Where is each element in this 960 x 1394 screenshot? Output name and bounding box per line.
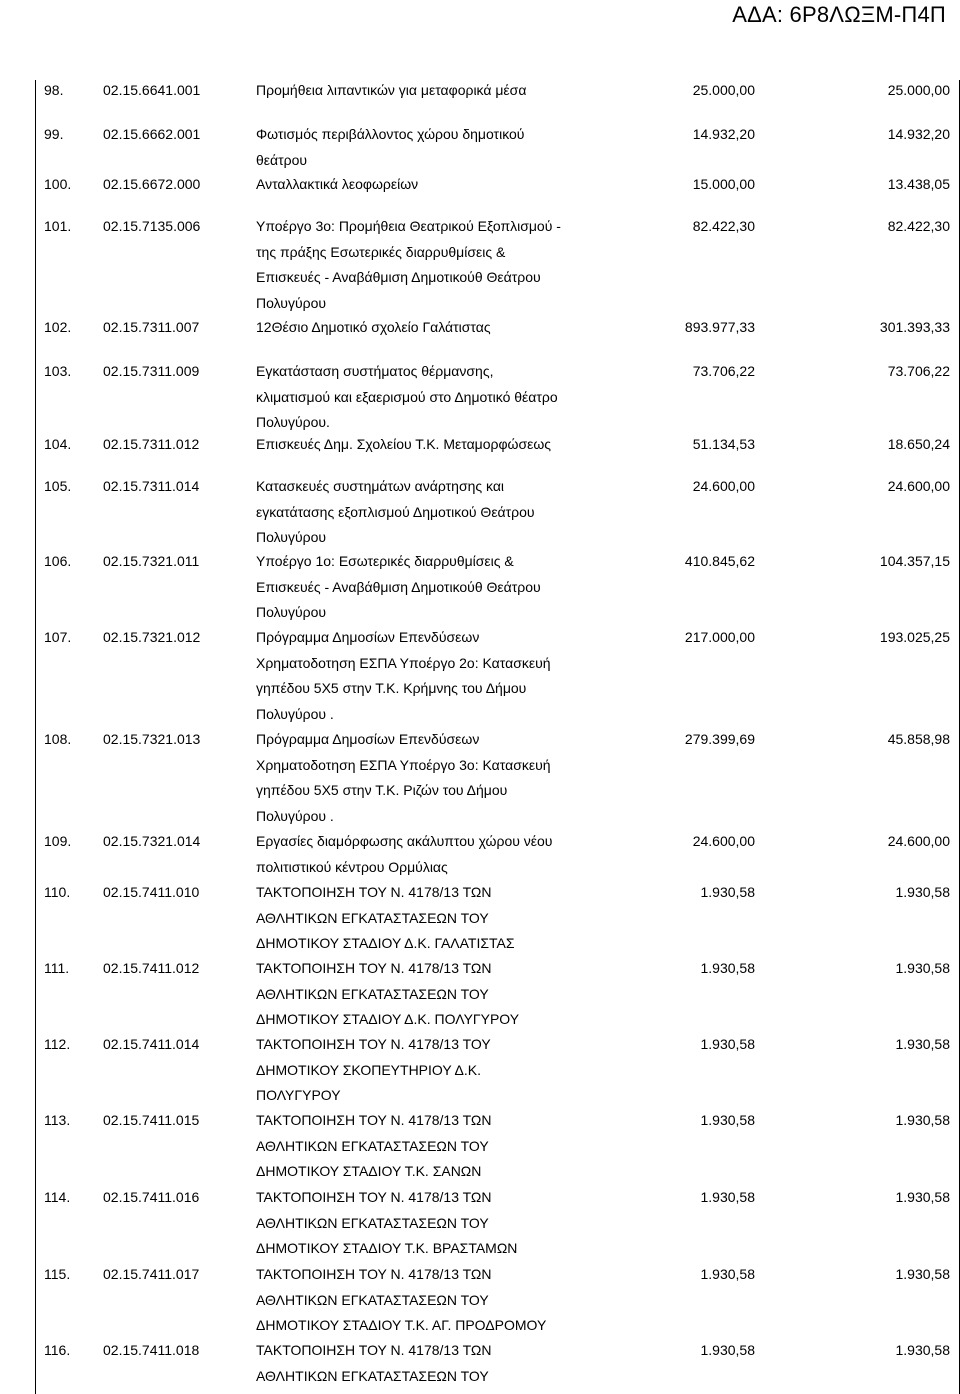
description-line: ΑΘΛΗΤΙΚΩΝ ΕΓΚΑΤΑΣΤΑΣΕΩΝ ΤΟΥ xyxy=(256,1137,489,1154)
amount-committed: 301.393,33 xyxy=(879,319,950,335)
description-line: ΔΗΜΟΤΙΚΟΥ ΣΤΑΔΙΟΥ Τ.Κ. ΒΡΑΣΤΑΜΩΝ xyxy=(256,1240,518,1257)
description-line: Πολυγύρου xyxy=(256,604,327,621)
amount-budgeted: 1.930,58 xyxy=(700,1189,755,1205)
account-code: 02.15.7411.012 xyxy=(103,960,200,976)
amount-budgeted: 51.134,53 xyxy=(692,436,755,452)
row-description xyxy=(256,549,666,626)
amount-budgeted: 24.600,00 xyxy=(692,478,755,494)
table-left-border xyxy=(35,80,36,1394)
description-line: 12Θέσιο Δημοτικό σχολείο Γαλάτιστας xyxy=(256,319,491,335)
description-line: Εργασίες διαμόρφωσης ακάλυπτου χώρου νέου xyxy=(256,833,553,849)
row-description xyxy=(256,625,666,728)
amount-budgeted: 15.000,00 xyxy=(692,176,755,192)
row-number: 115. xyxy=(44,1266,71,1282)
description-line: ΑΘΛΗΤΙΚΩΝ ΕΓΚΑΤΑΣΤΑΣΕΩΝ ΤΟΥ xyxy=(256,985,489,1002)
account-code: 02.15.7411.010 xyxy=(103,884,200,900)
description-line: Εγκατάσταση συστήματος θέρμανσης, xyxy=(256,363,494,379)
row-number: 107. xyxy=(44,629,72,645)
amount-committed: 1.930,58 xyxy=(895,1342,950,1358)
description-line: πολιτιστικού κέντρου Ορμύλιας xyxy=(256,858,448,875)
document-id-header: ΑΔΑ: 6Ρ8ΛΩΞΜ-Π4Π xyxy=(732,2,946,27)
amount-committed: 104.357,15 xyxy=(879,553,950,569)
account-code: 02.15.7311.009 xyxy=(103,363,200,379)
amount-committed: 45.858,98 xyxy=(887,731,950,747)
description-line: Φωτισμός περιβάλλοντος χώρου δημοτικού xyxy=(256,126,525,142)
amount-committed: 25.000,00 xyxy=(887,82,950,98)
amount-committed: 1.930,58 xyxy=(895,884,950,900)
row-number: 110. xyxy=(44,884,71,900)
description-line: ΔΗΜΟΤΙΚΟΥ ΣΚΟΠΕΥΤΗΡΙΟΥ Δ.Κ. xyxy=(256,1061,482,1078)
description-line: ΠΟΛΥΓΥΡΟΥ xyxy=(256,1087,341,1104)
description-line: ΤΑΚΤΟΠΟΙΗΣΗ ΤΟΥ Ν. 4178/13 ΤΩΝ xyxy=(256,1112,492,1128)
account-code: 02.15.7321.012 xyxy=(103,629,201,645)
row-number: 99. xyxy=(44,126,64,142)
account-code: 02.15.6672.000 xyxy=(103,176,201,192)
row-description xyxy=(256,1185,666,1262)
description-line: ΑΘΛΗΤΙΚΩΝ ΕΓΚΑΤΑΣΤΑΣΕΩΝ ΤΟΥ xyxy=(256,909,489,926)
amount-budgeted: 73.706,22 xyxy=(692,363,755,379)
amount-committed: 24.600,00 xyxy=(887,833,950,849)
amount-committed: 13.438,05 xyxy=(887,176,950,192)
row-number: 104. xyxy=(44,436,72,452)
row-number: 116. xyxy=(44,1342,71,1358)
description-line: ΤΑΚΤΟΠΟΙΗΣΗ ΤΟΥ Ν. 4178/13 ΤΟΥ xyxy=(256,1036,491,1052)
description-line: Πολυγύρου xyxy=(256,295,327,312)
description-line: εγκατάτασης εξοπλισμού Δημοτικού Θεάτρου xyxy=(256,503,535,520)
amount-budgeted: 82.422,30 xyxy=(692,218,755,234)
amount-committed: 1.930,58 xyxy=(895,1189,950,1205)
amount-budgeted: 1.930,58 xyxy=(700,884,755,900)
account-code: 02.15.6662.001 xyxy=(103,126,201,142)
row-number: 105. xyxy=(44,478,72,494)
row-number: 103. xyxy=(44,363,72,379)
account-code: 02.15.7411.016 xyxy=(103,1189,200,1205)
row-description xyxy=(256,727,666,830)
description-line: ΤΑΚΤΟΠΟΙΗΣΗ ΤΟΥ Ν. 4178/13 ΤΩΝ xyxy=(256,960,492,976)
description-line: Πρόγραμμα Δημοσίων Επενδύσεων xyxy=(256,629,480,645)
row-description xyxy=(256,1338,666,1389)
account-code: 02.15.7311.012 xyxy=(103,436,200,452)
row-number: 111. xyxy=(44,960,70,976)
row-description xyxy=(256,1262,666,1339)
description-line: Κατασκευές συστημάτων ανάρτησης και xyxy=(256,478,505,494)
row-number: 114. xyxy=(44,1189,71,1205)
row-number: 101. xyxy=(44,218,72,234)
description-line: ΤΑΚΤΟΠΟΙΗΣΗ ΤΟΥ Ν. 4178/13 ΤΩΝ xyxy=(256,1266,492,1282)
row-number: 106. xyxy=(44,553,72,569)
amount-budgeted: 24.600,00 xyxy=(692,833,755,849)
description-line: ΔΗΜΟΤΙΚΟΥ ΣΤΑΔΙΟΥ Δ.Κ. ΠΟΛΥΓΥΡΟΥ xyxy=(256,1011,520,1028)
account-code: 02.15.7321.013 xyxy=(103,731,201,747)
amount-budgeted: 410.845,62 xyxy=(684,553,755,569)
description-line: Πολυγύρου. xyxy=(256,414,330,431)
row-description xyxy=(256,474,666,551)
amount-budgeted: 893.977,33 xyxy=(684,319,755,335)
description-line: ΔΗΜΟΤΙΚΟΥ ΣΤΑΔΙΟΥ Τ.Κ. ΑΓ. ΠΡΟΔΡΟΜΟΥ xyxy=(256,1317,547,1334)
account-code: 02.15.7411.017 xyxy=(103,1266,200,1282)
row-description xyxy=(256,880,666,957)
account-code: 02.15.7311.007 xyxy=(103,319,200,335)
account-code: 02.15.7411.014 xyxy=(103,1036,200,1052)
description-line: Πρόγραμμα Δημοσίων Επενδύσεων xyxy=(256,731,480,747)
amount-budgeted: 1.930,58 xyxy=(700,960,755,976)
amount-budgeted: 1.930,58 xyxy=(700,1036,755,1052)
row-number: 102. xyxy=(44,319,72,335)
row-description xyxy=(256,432,666,458)
account-code: 02.15.7311.014 xyxy=(103,478,200,494)
description-line: ΤΑΚΤΟΠΟΙΗΣΗ ΤΟΥ Ν. 4178/13 ΤΩΝ xyxy=(256,1189,492,1205)
amount-committed: 1.930,58 xyxy=(895,960,950,976)
description-line: Χρηματοδοτηση ΕΣΠΑ Υποέργο 3ο: Κατασκευή xyxy=(256,756,551,773)
amount-committed: 18.650,24 xyxy=(887,436,950,452)
row-description xyxy=(256,359,666,436)
amount-budgeted: 14.932,20 xyxy=(692,126,755,142)
account-code: 02.15.7321.014 xyxy=(103,833,201,849)
description-line: θεάτρου xyxy=(256,151,308,168)
row-description xyxy=(256,214,666,317)
row-description xyxy=(256,1032,666,1109)
amount-budgeted: 279.399,69 xyxy=(684,731,755,747)
row-description xyxy=(256,829,666,880)
amount-committed: 82.422,30 xyxy=(887,218,950,234)
amount-budgeted: 1.930,58 xyxy=(700,1112,755,1128)
amount-budgeted: 1.930,58 xyxy=(700,1266,755,1282)
amount-committed: 1.930,58 xyxy=(895,1036,950,1052)
description-line: ΑΘΛΗΤΙΚΩΝ ΕΓΚΑΤΑΣΤΑΣΕΩΝ ΤΟΥ xyxy=(256,1214,489,1231)
description-line: ΑΘΛΗΤΙΚΩΝ ΕΓΚΑΤΑΣΤΑΣΕΩΝ ΤΟΥ xyxy=(256,1291,489,1308)
amount-committed: 1.930,58 xyxy=(895,1112,950,1128)
row-number: 98. xyxy=(44,82,64,98)
description-line: ΔΗΜΟΤΙΚΟΥ ΣΤΑΔΙΟΥ Δ.Κ. ΓΑΛΑΤΙΣΤΑΣ xyxy=(256,935,515,952)
description-line: Ανταλλακτικά λεοφωρείων xyxy=(256,176,419,192)
account-code: 02.15.6641.001 xyxy=(103,82,201,98)
row-number: 109. xyxy=(44,833,72,849)
description-line: Πολυγύρου . xyxy=(256,808,334,825)
description-line: Υποέργο 3ο: Προμήθεια Θεατρικού Εξοπλισμού - xyxy=(256,218,561,234)
amount-committed: 24.600,00 xyxy=(887,478,950,494)
account-code: 02.15.7411.018 xyxy=(103,1342,200,1358)
row-description xyxy=(256,315,666,341)
account-code: 02.15.7135.006 xyxy=(103,218,201,234)
description-line: ΤΑΚΤΟΠΟΙΗΣΗ ΤΟΥ Ν. 4178/13 ΤΩΝ xyxy=(256,884,492,900)
row-number: 112. xyxy=(44,1036,71,1052)
row-description xyxy=(256,1108,666,1185)
row-number: 100. xyxy=(44,176,72,192)
description-line: Υποέργο 1ο: Εσωτερικές διαρρυθμίσεις & xyxy=(256,553,514,569)
description-line: Επισκευές - Αναβάθμιση Δημοτικούθ Θεάτρου xyxy=(256,578,541,595)
description-line: ΤΑΚΤΟΠΟΙΗΣΗ ΤΟΥ Ν. 4178/13 ΤΩΝ xyxy=(256,1342,492,1358)
row-description xyxy=(256,956,666,1033)
amount-committed: 1.930,58 xyxy=(895,1266,950,1282)
amount-committed: 193.025,25 xyxy=(879,629,950,645)
amount-committed: 14.932,20 xyxy=(887,126,950,142)
description-line: Προμήθεια λιπαντικών για μεταφορικά μέσα xyxy=(256,82,527,98)
row-description xyxy=(256,172,666,198)
amount-budgeted: 1.930,58 xyxy=(700,1342,755,1358)
row-description xyxy=(256,122,666,173)
amount-budgeted: 25.000,00 xyxy=(692,82,755,98)
description-line: Χρηματοδοτηση ΕΣΠΑ Υποέργο 2ο: Κατασκευή xyxy=(256,654,551,671)
description-line: Επισκευές - Αναβάθμιση Δημοτικούθ Θεάτρου xyxy=(256,269,541,286)
row-number: 113. xyxy=(44,1112,71,1128)
description-line: ΔΗΜΟΤΙΚΟΥ ΣΤΑΔΙΟΥ Τ.Κ. ΣΑΝΩΝ xyxy=(256,1163,482,1180)
description-line: κλιματισμού και εξαερισμού στο Δημοτικό θέατρο xyxy=(256,388,558,405)
description-line: της πράξης Εσωτερικές διαρρυθμίσεις & xyxy=(256,243,506,260)
row-number: 108. xyxy=(44,731,72,747)
description-line: γηπέδου 5Χ5 στην Τ.Κ. Ριζών του Δήμου xyxy=(256,782,508,799)
description-line: Πολυγύρου . xyxy=(256,706,334,723)
amount-committed: 73.706,22 xyxy=(887,363,950,379)
description-line: γηπέδου 5Χ5 στην Τ.Κ. Κρήμνης του Δήμου xyxy=(256,680,527,697)
description-line: ΑΘΛΗΤΙΚΩΝ ΕΓΚΑΤΑΣΤΑΣΕΩΝ ΤΟΥ xyxy=(256,1367,489,1384)
amount-budgeted: 217.000,00 xyxy=(684,629,755,645)
description-line: Επισκευές Δημ. Σχολείου Τ.Κ. Μεταμορφώσεως xyxy=(256,436,552,452)
description-line: Πολυγύρου xyxy=(256,529,327,546)
row-description xyxy=(256,78,666,104)
account-code: 02.15.7321.011 xyxy=(103,553,200,569)
account-code: 02.15.7411.015 xyxy=(103,1112,200,1128)
